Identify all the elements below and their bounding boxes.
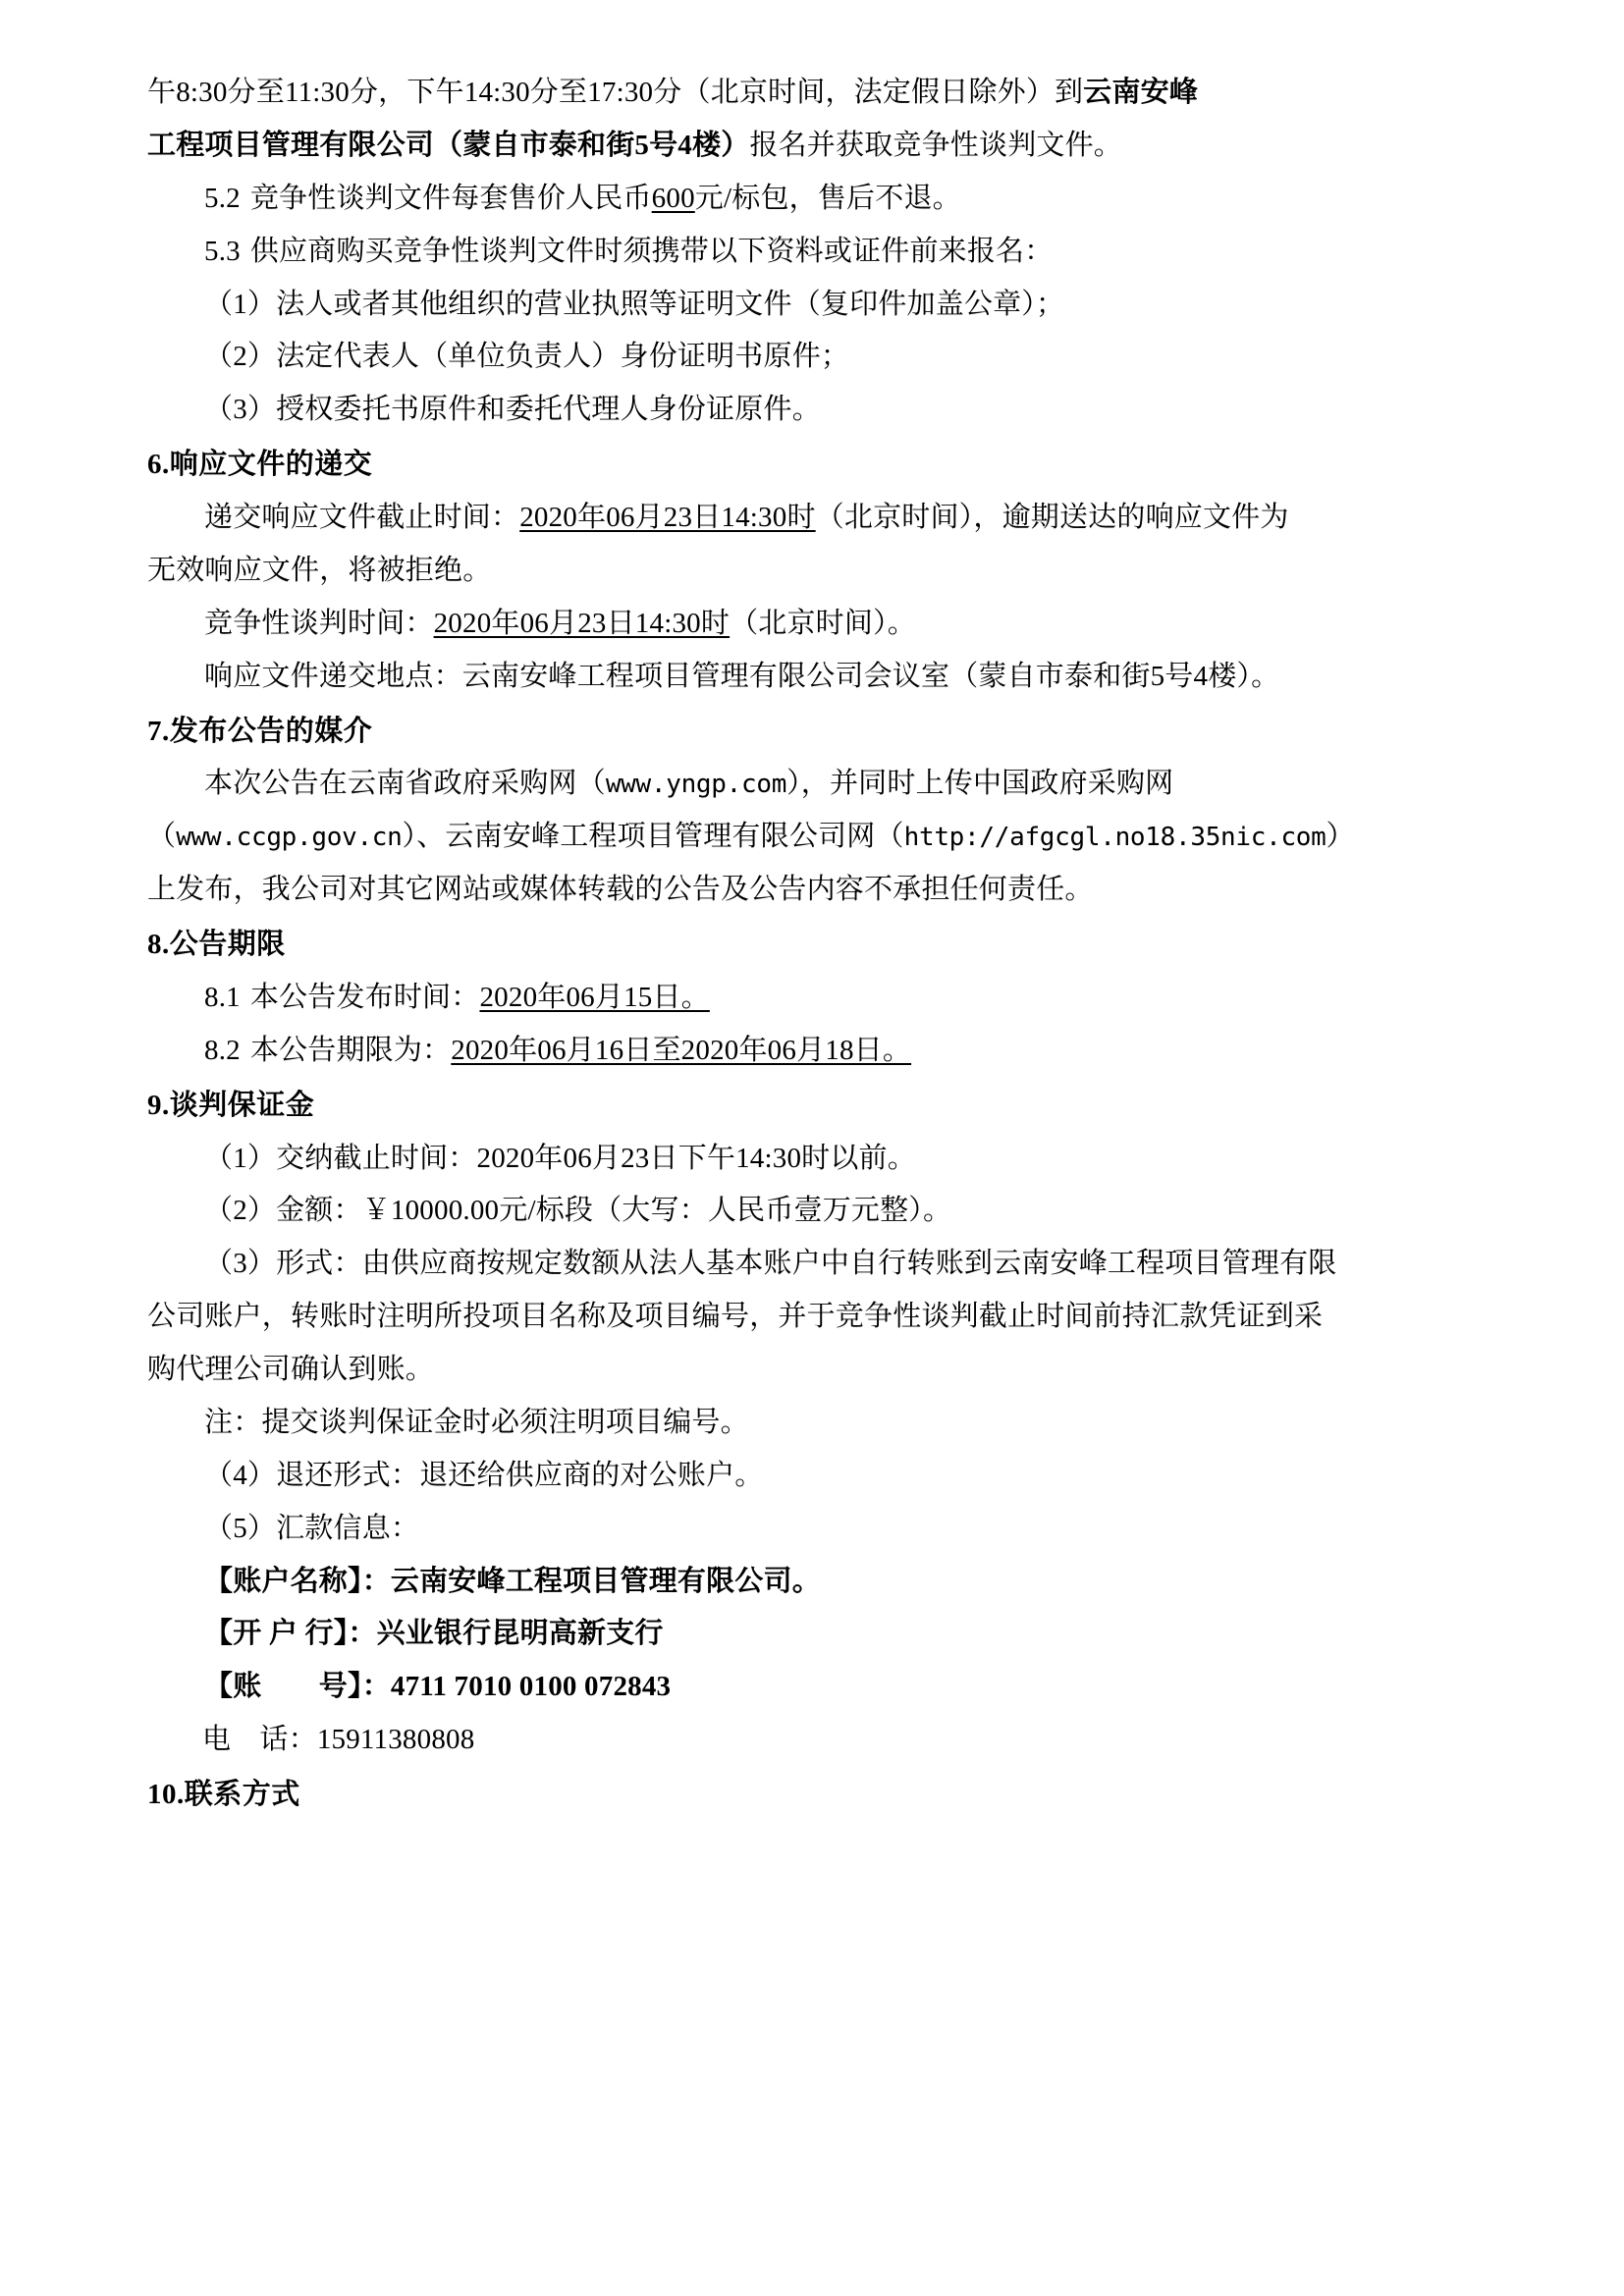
text-media-mid-2: ）、云南安峰工程项目管理有限公司网（ <box>402 821 904 853</box>
paragraph-refund-form <box>147 1452 1477 1501</box>
text-item-3: （3）授权委托书原件和委托代理人身份证原件。 <box>204 394 821 426</box>
text-deposit-form-1: （3）形式：由供应商按规定数额从法人基本账户中自行转账到云南安峰工程项目管理有限 <box>204 1248 1337 1280</box>
text-item-1: （1）法人或者其他组织的营业执照等证明文件（复印件加盖公章）； <box>204 288 1065 320</box>
text-8-1-label: 本公告发布时间： <box>249 981 480 1013</box>
paragraph-submit-location <box>147 653 1477 702</box>
text-remittance-info: （5）汇款信息： <box>204 1512 420 1544</box>
paragraph-deposit-amount <box>147 1187 1477 1236</box>
text-deposit-form-3: 购代理公司确认到账。 <box>147 1354 435 1385</box>
paragraph-negotiation-time <box>147 600 1477 649</box>
text-deposit-form-2: 公司账户，转账时注明所投项目名称及项目编号，并于竞争性谈判截止时间前持汇款凭证到采 <box>147 1301 1324 1333</box>
paragraph-deposit-deadline <box>147 1135 1477 1184</box>
text-url-afgcgl: http://afgcgl.no18.35nic.com <box>903 823 1326 853</box>
paragraph-invalid-response <box>147 547 1477 596</box>
clause-number-5-3: 5.3 <box>204 235 241 267</box>
clause-number-8-1: 8.1 <box>204 981 241 1013</box>
label-account-bank: 【开 户 行】： <box>204 1618 377 1650</box>
text-publish-period: 2020年06月16日至2020年06月18日。 <box>451 1034 912 1066</box>
paragraph-5-2 <box>147 175 1477 224</box>
text-media-open-paren: （ <box>147 821 177 853</box>
label-phone: 电 话： <box>202 1724 317 1756</box>
text-refund-form: （4）退还形式：退还给供应商的对公账户。 <box>204 1459 764 1491</box>
text-negotiation-time-label: 竞争性谈判时间： <box>204 607 434 639</box>
text-registration-rest: 报名并获取竞争性谈判文件。 <box>749 129 1123 161</box>
paragraph-item-2 <box>147 333 1477 382</box>
text-submit-deadline-label: 递交响应文件截止时间： <box>204 502 520 533</box>
value-phone: 15911380808 <box>316 1724 475 1756</box>
value-account-bank: 兴业银行昆明高新支行 <box>376 1618 664 1650</box>
paragraph-account-name <box>147 1558 1477 1607</box>
text-url-ccgp: www.ccgp.gov.cn <box>176 823 403 853</box>
text-8-2-label: 本公告期限为： <box>249 1034 452 1066</box>
text-5-3-body: 供应商购买竞争性谈判文件时须携带以下资料或证件前来报名： <box>249 235 1054 267</box>
text-negotiation-time-tail: （北京时间）。 <box>730 607 916 639</box>
text-publish-date: 2020年06月15日。 <box>479 981 710 1013</box>
value-account-name: 云南安峰工程项目管理有限公司。 <box>390 1565 821 1597</box>
clause-number-5-2: 5.2 <box>204 182 241 214</box>
paragraph-deposit-form-2 <box>147 1293 1477 1342</box>
paragraph-8-2 <box>147 1027 1477 1076</box>
text-media-intro: 本次公告在云南省政府采购网（ <box>204 768 606 800</box>
text-5-2-body: 竞争性谈判文件每套售价人民币 <box>249 182 652 214</box>
text-media-mid: ），并同时上传中国政府采购网 <box>786 768 1174 800</box>
text-deposit-amount: （2）金额：￥10000.00元/标段（大写：人民币壹万元整）。 <box>204 1195 952 1227</box>
text-url-yngp: www.yngp.com <box>605 770 787 800</box>
text-submit-deadline-tail: （北京时间），逾期送达的响应文件为 <box>815 502 1289 533</box>
text-item-2: （2）法定代表人（单位负责人）身份证明书原件； <box>204 341 850 373</box>
heading-7: 7.发布公告的媒介 <box>147 715 373 747</box>
text-deposit-deadline: （1）交纳截止时间：2020年06月23日下午14:30时以前。 <box>204 1142 916 1174</box>
paragraph-phone <box>147 1716 1477 1765</box>
text-submit-location: 响应文件递交地点：云南安峰工程项目管理有限公司会议室（蒙自市泰和街5号4楼）。 <box>204 660 1280 692</box>
heading-10: 10.联系方式 <box>147 1779 300 1810</box>
text-media-disclaimer: 上发布，我公司对其它网站或媒体转载的公告及公告内容不承担任何责任。 <box>147 874 1094 906</box>
paragraph-media-1 <box>147 760 1477 809</box>
value-account-number: 4711 7010 0100 072843 <box>390 1671 672 1703</box>
document-body <box>147 69 1477 1820</box>
paragraph-item-3 <box>147 386 1477 435</box>
text-submit-deadline-date: 2020年06月23日14:30时 <box>519 502 816 533</box>
text-registration-time: 午8:30分至11:30分，下午14:30分至17:30分（北京时间，法定假日除外）到 <box>147 77 1084 108</box>
heading-6: 6.响应文件的递交 <box>147 449 373 481</box>
text-negotiation-time-date: 2020年06月23日14:30时 <box>433 607 731 639</box>
paragraph-8-1 <box>147 974 1477 1023</box>
text-company-bold-1: 云南安峰 <box>1083 77 1199 108</box>
paragraph-submit-deadline <box>147 494 1477 543</box>
paragraph-company-address <box>147 122 1477 171</box>
paragraph-deposit-note <box>147 1399 1477 1448</box>
paragraph-5-3 <box>147 228 1477 277</box>
text-5-2-tail: 元/标包，售后不退。 <box>694 182 961 214</box>
paragraph-time-registration <box>147 69 1477 118</box>
paragraph-media-2 <box>147 813 1477 862</box>
heading-9: 9.谈判保证金 <box>147 1089 315 1121</box>
label-account-number: 【账 号】： <box>204 1671 391 1703</box>
label-account-name: 【账户名称】： <box>204 1565 391 1597</box>
paragraph-media-3 <box>147 866 1477 915</box>
paragraph-account-bank <box>147 1610 1477 1659</box>
paragraph-item-1 <box>147 281 1477 330</box>
paragraph-deposit-form-3 <box>147 1346 1477 1395</box>
text-document-price: 600 <box>651 182 695 214</box>
text-media-close-paren: ） <box>1326 821 1355 853</box>
text-company-address-bold: 工程项目管理有限公司（蒙自市泰和街5号4楼） <box>147 129 750 161</box>
text-invalid-response: 无效响应文件，将被拒绝。 <box>147 554 492 586</box>
paragraph-remittance-info <box>147 1505 1477 1554</box>
paragraph-account-number <box>147 1663 1477 1712</box>
heading-8: 8.公告期限 <box>147 929 286 960</box>
paragraph-deposit-form-1 <box>147 1240 1477 1289</box>
text-deposit-note: 注：提交谈判保证金时必须注明项目编号。 <box>204 1406 749 1438</box>
clause-number-8-2: 8.2 <box>204 1034 241 1066</box>
